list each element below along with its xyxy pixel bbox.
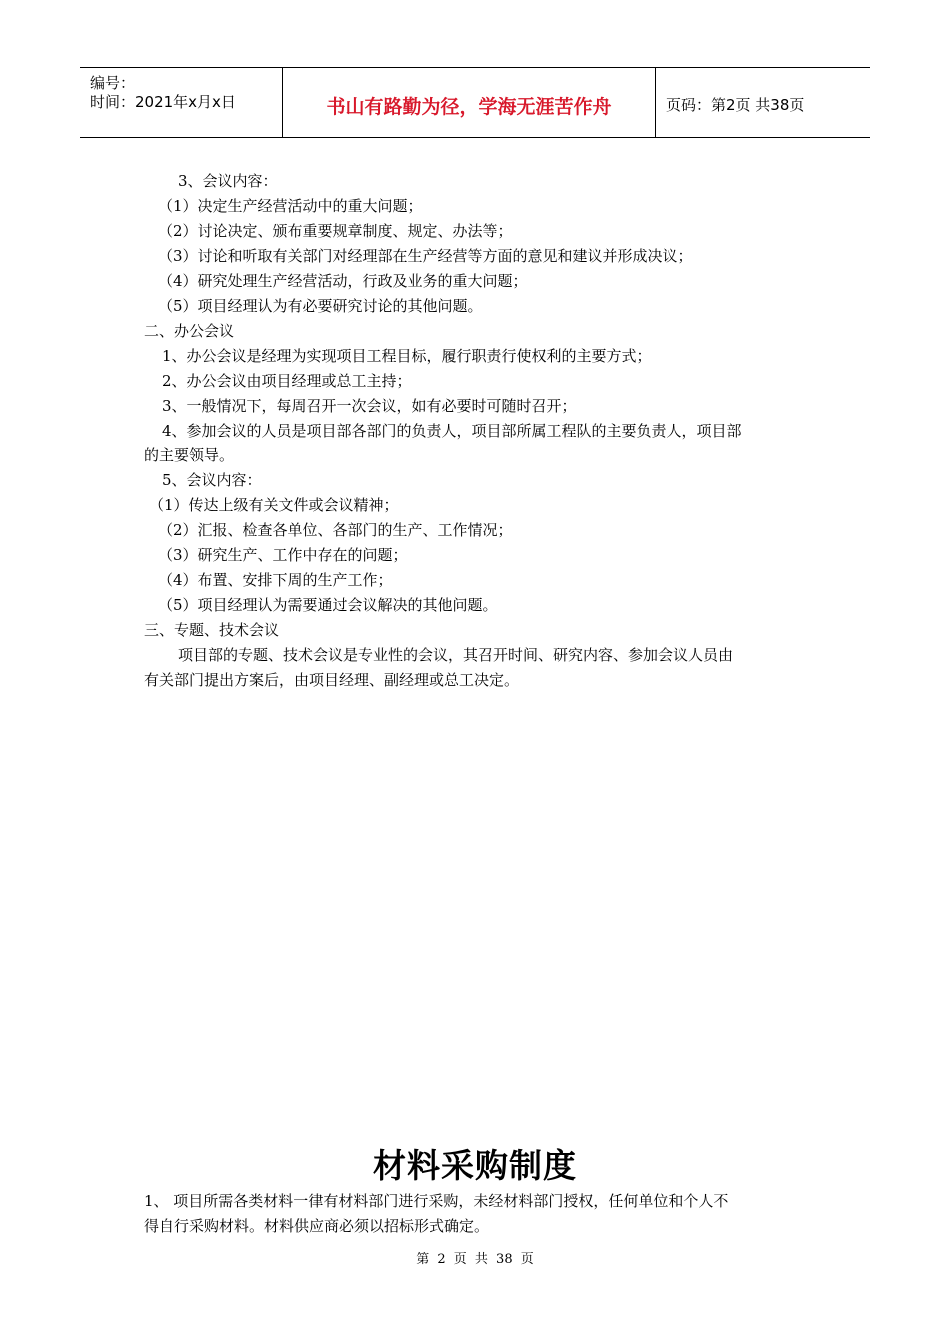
header-page-info: 页码：第2页 共38页	[666, 96, 805, 114]
body-line: （5）项目经理认为需要通过会议解决的其他问题。	[158, 596, 498, 614]
body-line: （1）传达上级有关文件或会议精神；	[149, 496, 399, 514]
body-line: （4）研究处理生产经营活动，行政及业务的重大问题；	[158, 272, 528, 290]
body-line: （2）汇报、检查各单位、各部门的生产、工作情况；	[158, 521, 513, 539]
body-line: 5、会议内容：	[162, 471, 262, 489]
body-line: （3）研究生产、工作中存在的问题；	[158, 546, 408, 564]
body-line: 有关部门提出方案后，由项目经理、副经理或总工决定。	[144, 671, 520, 689]
body-line: 3、一般情况下，每周召开一次会议，如有必要时可随时召开；	[162, 397, 577, 415]
header-left-cell	[80, 68, 283, 137]
body-line: （1）决定生产经营活动中的重大问题；	[158, 197, 423, 215]
section-line: 1、 项目所需各类材料一律有材料部门进行采购，未经材料部门授权，任何单位和个人不	[144, 1192, 729, 1210]
document-time-label: 时间：2021年x月x日	[90, 93, 236, 111]
body-line: 的主要领导。	[144, 446, 235, 464]
header-right-cell	[656, 68, 870, 137]
section-line: 得自行采购材料。材料供应商必须以招标形式确定。	[144, 1217, 490, 1235]
body-line: 4、参加会议的人员是项目部各部门的负责人，项目部所属工程队的主要负责人，项目部	[162, 422, 742, 440]
body-line: （2）讨论决定、颁布重要规章制度、规定、办法等；	[158, 222, 513, 240]
document-number-label: 编号：	[90, 74, 136, 92]
section-heading: 三、专题、技术会议	[144, 621, 280, 639]
body-line: 1、办公会议是经理为实现项目工程目标，履行职责行使权利的主要方式；	[162, 347, 652, 365]
body-line: （3）讨论和听取有关部门对经理部在生产经营等方面的意见和建议并形成决议；	[158, 247, 693, 265]
body-line: （4）布置、安排下周的生产工作；	[158, 571, 393, 589]
page-header	[80, 67, 870, 138]
page-footer: 第 2 页 共 38 页	[416, 1252, 534, 1267]
body-line: 2、办公会议由项目经理或总工主持；	[162, 372, 412, 390]
section-heading: 二、办公会议	[144, 322, 235, 340]
body-line: 3、会议内容：	[178, 172, 278, 190]
body-line: 项目部的专题、技术会议是专业性的会议，其召开时间、研究内容、参加会议人员由	[178, 646, 734, 664]
header-center-cell	[283, 68, 656, 137]
header-motto: 书山有路勤为径，学海无涯苦作舟	[326, 96, 612, 118]
body-line: （5）项目经理认为有必要研究讨论的其他问题。	[158, 297, 483, 315]
section-title: 材料采购制度	[373, 1146, 577, 1185]
